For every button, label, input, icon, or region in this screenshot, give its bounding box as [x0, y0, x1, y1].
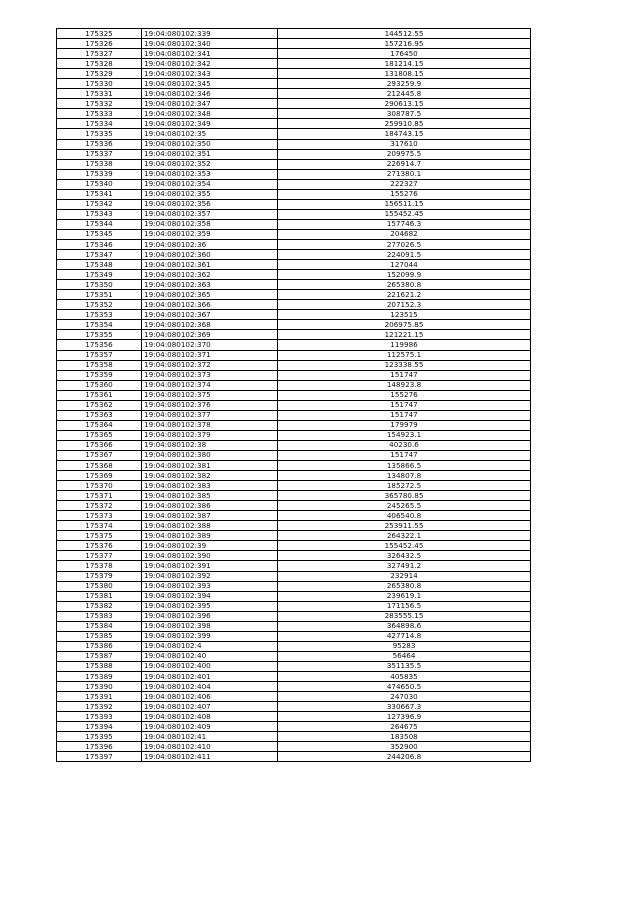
cadastral-number-cell: 19:04:080102:4 [142, 641, 278, 651]
cadastral-number-cell: 19:04:080102:352 [142, 159, 278, 169]
table-row [57, 551, 531, 561]
value-cell: 123338.55 [278, 360, 531, 370]
table-row [57, 461, 531, 471]
table-row [57, 280, 531, 290]
cadastral-number-cell: 19:04:080102:369 [142, 330, 278, 340]
value-cell: 406540.8 [278, 511, 531, 521]
value-cell: 239619.1 [278, 591, 531, 601]
cadastral-number-cell: 19:04:080102:339 [142, 29, 278, 39]
table-row [57, 99, 531, 109]
cadastral-number-cell: 19:04:080102:359 [142, 229, 278, 239]
row-number-cell: 175389 [57, 672, 142, 682]
cadastral-number-cell: 19:04:080102:373 [142, 370, 278, 380]
row-number-cell: 175391 [57, 692, 142, 702]
table-row [57, 571, 531, 581]
value-cell: 232914 [278, 571, 531, 581]
cadastral-number-cell: 19:04:080102:35 [142, 129, 278, 139]
cadastral-number-cell: 19:04:080102:392 [142, 571, 278, 581]
value-cell: 156511.15 [278, 199, 531, 209]
value-cell: 264322.1 [278, 531, 531, 541]
table-row [57, 270, 531, 280]
row-number-cell: 175387 [57, 651, 142, 661]
value-cell: 206975.85 [278, 320, 531, 330]
table-row [57, 400, 531, 410]
cadastral-number-cell: 19:04:080102:396 [142, 611, 278, 621]
row-number-cell: 175368 [57, 461, 142, 471]
cadastral-number-cell: 19:04:080102:361 [142, 260, 278, 270]
table-row [57, 410, 531, 420]
value-cell: 326432.5 [278, 551, 531, 561]
row-number-cell: 175349 [57, 270, 142, 280]
value-cell: 154923.1 [278, 430, 531, 440]
cadastral-number-cell: 19:04:080102:350 [142, 139, 278, 149]
cadastral-number-cell: 19:04:080102:41 [142, 732, 278, 742]
cadastral-number-cell: 19:04:080102:377 [142, 410, 278, 420]
value-cell: 264675 [278, 722, 531, 732]
value-cell: 330667.3 [278, 702, 531, 712]
value-cell: 155452.45 [278, 541, 531, 551]
row-number-cell: 175357 [57, 350, 142, 360]
cadastral-number-cell: 19:04:080102:391 [142, 561, 278, 571]
row-number-cell: 175383 [57, 611, 142, 621]
value-cell: 179979 [278, 420, 531, 430]
row-number-cell: 175384 [57, 621, 142, 631]
table-row [57, 430, 531, 440]
row-number-cell: 175378 [57, 561, 142, 571]
table-row [57, 310, 531, 320]
cadastral-number-cell: 19:04:080102:349 [142, 119, 278, 129]
table-row [57, 49, 531, 59]
row-number-cell: 175348 [57, 260, 142, 270]
row-number-cell: 175386 [57, 641, 142, 651]
table-row [57, 159, 531, 169]
cadastral-number-cell: 19:04:080102:346 [142, 89, 278, 99]
cadastral-number-cell: 19:04:080102:408 [142, 712, 278, 722]
value-cell: 247030 [278, 692, 531, 702]
table-row [57, 320, 531, 330]
row-number-cell: 175326 [57, 39, 142, 49]
cadastral-number-cell: 19:04:080102:407 [142, 702, 278, 712]
row-number-cell: 175379 [57, 571, 142, 581]
row-number-cell: 175365 [57, 430, 142, 440]
cadastral-number-cell: 19:04:080102:368 [142, 320, 278, 330]
cadastral-number-cell: 19:04:080102:401 [142, 672, 278, 682]
row-number-cell: 175360 [57, 380, 142, 390]
value-cell: 157216.95 [278, 39, 531, 49]
table-row [57, 491, 531, 501]
table-row [57, 59, 531, 69]
value-cell: 283555.15 [278, 611, 531, 621]
cadastral-number-cell: 19:04:080102:355 [142, 189, 278, 199]
cadastral-number-cell: 19:04:080102:348 [142, 109, 278, 119]
cadastral-number-cell: 19:04:080102:360 [142, 250, 278, 260]
value-cell: 185272.5 [278, 481, 531, 491]
table-row [57, 631, 531, 641]
row-number-cell: 175356 [57, 340, 142, 350]
row-number-cell: 175390 [57, 682, 142, 692]
table-row [57, 651, 531, 661]
value-cell: 351135.5 [278, 661, 531, 671]
value-cell: 253911.55 [278, 521, 531, 531]
table-row [57, 300, 531, 310]
cadastral-number-cell: 19:04:080102:399 [142, 631, 278, 641]
cadastral-number-cell: 19:04:080102:371 [142, 350, 278, 360]
table-row [57, 611, 531, 621]
cadastral-number-cell: 19:04:080102:389 [142, 531, 278, 541]
value-cell: 265380.8 [278, 280, 531, 290]
table-row [57, 501, 531, 511]
row-number-cell: 175343 [57, 209, 142, 219]
row-number-cell: 175333 [57, 109, 142, 119]
value-cell: 171156.5 [278, 601, 531, 611]
row-number-cell: 175347 [57, 250, 142, 260]
cadastral-number-cell: 19:04:080102:38 [142, 440, 278, 450]
cadastral-number-cell: 19:04:080102:374 [142, 380, 278, 390]
cadastral-number-cell: 19:04:080102:372 [142, 360, 278, 370]
cadastral-number-cell: 19:04:080102:390 [142, 551, 278, 561]
cadastral-number-cell: 19:04:080102:366 [142, 300, 278, 310]
row-number-cell: 175362 [57, 400, 142, 410]
value-cell: 155276 [278, 390, 531, 400]
cadastral-number-cell: 19:04:080102:387 [142, 511, 278, 521]
value-cell: 308787.5 [278, 109, 531, 119]
cadastral-number-cell: 19:04:080102:385 [142, 491, 278, 501]
value-cell: 148923.8 [278, 380, 531, 390]
cadastral-number-cell: 19:04:080102:347 [142, 99, 278, 109]
value-cell: 131808.15 [278, 69, 531, 79]
row-number-cell: 175335 [57, 129, 142, 139]
table-row [57, 712, 531, 722]
table-row [57, 239, 531, 249]
value-cell: 207152.3 [278, 300, 531, 310]
row-number-cell: 175345 [57, 229, 142, 239]
value-cell: 265380.8 [278, 581, 531, 591]
table-row [57, 370, 531, 380]
cadastral-number-cell: 19:04:080102:404 [142, 682, 278, 692]
cadastral-number-cell: 19:04:080102:395 [142, 601, 278, 611]
row-number-cell: 175376 [57, 541, 142, 551]
value-cell: 226914.7 [278, 159, 531, 169]
table-row [57, 390, 531, 400]
table-row [57, 742, 531, 752]
value-cell: 212445.8 [278, 89, 531, 99]
table-body [57, 29, 531, 762]
cadastral-number-cell: 19:04:080102:351 [142, 149, 278, 159]
row-number-cell: 175397 [57, 752, 142, 762]
value-cell: 204682 [278, 229, 531, 239]
table-row [57, 621, 531, 631]
table-row [57, 29, 531, 39]
value-cell: 184743.15 [278, 129, 531, 139]
row-number-cell: 175372 [57, 501, 142, 511]
cadastral-number-cell: 19:04:080102:383 [142, 481, 278, 491]
row-number-cell: 175346 [57, 239, 142, 249]
table-row [57, 601, 531, 611]
table-row [57, 199, 531, 209]
value-cell: 365780.85 [278, 491, 531, 501]
value-cell: 427714.8 [278, 631, 531, 641]
cadastral-number-cell: 19:04:080102:379 [142, 430, 278, 440]
row-number-cell: 175352 [57, 300, 142, 310]
row-number-cell: 175367 [57, 450, 142, 460]
value-cell: 293259.9 [278, 79, 531, 89]
row-number-cell: 175388 [57, 661, 142, 671]
cadastral-number-cell: 19:04:080102:367 [142, 310, 278, 320]
row-number-cell: 175332 [57, 99, 142, 109]
value-cell: 123515 [278, 310, 531, 320]
row-number-cell: 175369 [57, 471, 142, 481]
row-number-cell: 175392 [57, 702, 142, 712]
table-row [57, 581, 531, 591]
row-number-cell: 175358 [57, 360, 142, 370]
table-row [57, 511, 531, 521]
table-row [57, 380, 531, 390]
table-row [57, 420, 531, 430]
value-cell: 151747 [278, 400, 531, 410]
row-number-cell: 175327 [57, 49, 142, 59]
cadastral-number-cell: 19:04:080102:406 [142, 692, 278, 702]
table-row [57, 250, 531, 260]
table-row [57, 661, 531, 671]
row-number-cell: 175373 [57, 511, 142, 521]
cadastral-number-cell: 19:04:080102:357 [142, 209, 278, 219]
cadastral-number-cell: 19:04:080102:398 [142, 621, 278, 631]
cadastral-number-cell: 19:04:080102:340 [142, 39, 278, 49]
cadastral-number-cell: 19:04:080102:345 [142, 79, 278, 89]
value-cell: 40230.6 [278, 440, 531, 450]
table-row [57, 702, 531, 712]
value-cell: 157746.3 [278, 219, 531, 229]
value-cell: 290613.15 [278, 99, 531, 109]
row-number-cell: 175374 [57, 521, 142, 531]
value-cell: 224091.5 [278, 250, 531, 260]
row-number-cell: 175330 [57, 79, 142, 89]
value-cell: 121221.15 [278, 330, 531, 340]
table-row [57, 561, 531, 571]
table-row [57, 69, 531, 79]
cadastral-number-cell: 19:04:080102:362 [142, 270, 278, 280]
value-cell: 119986 [278, 340, 531, 350]
table-row [57, 169, 531, 179]
table-row [57, 149, 531, 159]
table-row [57, 179, 531, 189]
row-number-cell: 175371 [57, 491, 142, 501]
value-cell: 327491.2 [278, 561, 531, 571]
table-row [57, 481, 531, 491]
cadastral-number-cell: 19:04:080102:400 [142, 661, 278, 671]
row-number-cell: 175354 [57, 320, 142, 330]
cadastral-number-cell: 19:04:080102:342 [142, 59, 278, 69]
table-row [57, 89, 531, 99]
row-number-cell: 175366 [57, 440, 142, 450]
row-number-cell: 175382 [57, 601, 142, 611]
table-row [57, 209, 531, 219]
value-cell: 112575.1 [278, 350, 531, 360]
value-cell: 176450 [278, 49, 531, 59]
cadastral-number-cell: 19:04:080102:388 [142, 521, 278, 531]
data-table [56, 28, 531, 762]
value-cell: 144512.55 [278, 29, 531, 39]
cadastral-number-cell: 19:04:080102:40 [142, 651, 278, 661]
table-row [57, 641, 531, 651]
cadastral-number-cell: 19:04:080102:370 [142, 340, 278, 350]
value-cell: 474650.5 [278, 682, 531, 692]
cadastral-number-cell: 19:04:080102:386 [142, 501, 278, 511]
row-number-cell: 175375 [57, 531, 142, 541]
table-row [57, 290, 531, 300]
value-cell: 127396.9 [278, 712, 531, 722]
value-cell: 271380.1 [278, 169, 531, 179]
table-row [57, 521, 531, 531]
table-row [57, 360, 531, 370]
value-cell: 405835 [278, 672, 531, 682]
table-row [57, 119, 531, 129]
table-row [57, 340, 531, 350]
cadastral-number-cell: 19:04:080102:39 [142, 541, 278, 551]
value-cell: 317610 [278, 139, 531, 149]
row-number-cell: 175393 [57, 712, 142, 722]
row-number-cell: 175340 [57, 179, 142, 189]
value-cell: 56464 [278, 651, 531, 661]
table-row [57, 531, 531, 541]
table-row [57, 229, 531, 239]
value-cell: 222327 [278, 179, 531, 189]
value-cell: 277026.5 [278, 239, 531, 249]
row-number-cell: 175380 [57, 581, 142, 591]
cadastral-number-cell: 19:04:080102:394 [142, 591, 278, 601]
table-row [57, 129, 531, 139]
row-number-cell: 175361 [57, 390, 142, 400]
cadastral-number-cell: 19:04:080102:410 [142, 742, 278, 752]
value-cell: 244206.8 [278, 752, 531, 762]
row-number-cell: 175363 [57, 410, 142, 420]
cadastral-number-cell: 19:04:080102:363 [142, 280, 278, 290]
cadastral-number-cell: 19:04:080102:376 [142, 400, 278, 410]
value-cell: 352900 [278, 742, 531, 752]
row-number-cell: 175334 [57, 119, 142, 129]
value-cell: 151747 [278, 410, 531, 420]
cadastral-number-cell: 19:04:080102:353 [142, 169, 278, 179]
row-number-cell: 175359 [57, 370, 142, 380]
row-number-cell: 175385 [57, 631, 142, 641]
row-number-cell: 175342 [57, 199, 142, 209]
value-cell: 151747 [278, 450, 531, 460]
cadastral-number-cell: 19:04:080102:381 [142, 461, 278, 471]
cadastral-number-cell: 19:04:080102:356 [142, 199, 278, 209]
row-number-cell: 175394 [57, 722, 142, 732]
row-number-cell: 175350 [57, 280, 142, 290]
row-number-cell: 175351 [57, 290, 142, 300]
table-row [57, 189, 531, 199]
row-number-cell: 175336 [57, 139, 142, 149]
table-row [57, 219, 531, 229]
cadastral-number-cell: 19:04:080102:36 [142, 239, 278, 249]
table-row [57, 692, 531, 702]
value-cell: 95283 [278, 641, 531, 651]
value-cell: 221621.2 [278, 290, 531, 300]
cadastral-number-cell: 19:04:080102:378 [142, 420, 278, 430]
table-row [57, 450, 531, 460]
cadastral-number-cell: 19:04:080102:343 [142, 69, 278, 79]
table-row [57, 79, 531, 89]
cadastral-number-cell: 19:04:080102:393 [142, 581, 278, 591]
table-row [57, 39, 531, 49]
value-cell: 151747 [278, 370, 531, 380]
table-row [57, 109, 531, 119]
row-number-cell: 175339 [57, 169, 142, 179]
row-number-cell: 175364 [57, 420, 142, 430]
value-cell: 135866.5 [278, 461, 531, 471]
cadastral-number-cell: 19:04:080102:354 [142, 179, 278, 189]
table-row [57, 541, 531, 551]
row-number-cell: 175331 [57, 89, 142, 99]
row-number-cell: 175337 [57, 149, 142, 159]
value-cell: 127044 [278, 260, 531, 270]
table-row [57, 732, 531, 742]
row-number-cell: 175353 [57, 310, 142, 320]
row-number-cell: 175344 [57, 219, 142, 229]
cadastral-number-cell: 19:04:080102:382 [142, 471, 278, 481]
row-number-cell: 175325 [57, 29, 142, 39]
table-row [57, 330, 531, 340]
row-number-cell: 175377 [57, 551, 142, 561]
table-row [57, 260, 531, 270]
table-row [57, 440, 531, 450]
row-number-cell: 175328 [57, 59, 142, 69]
row-number-cell: 175381 [57, 591, 142, 601]
value-cell: 183508 [278, 732, 531, 742]
cadastral-number-cell: 19:04:080102:341 [142, 49, 278, 59]
table-row [57, 752, 531, 762]
table-row [57, 672, 531, 682]
value-cell: 364898.6 [278, 621, 531, 631]
row-number-cell: 175338 [57, 159, 142, 169]
cadastral-number-cell: 19:04:080102:380 [142, 450, 278, 460]
row-number-cell: 175329 [57, 69, 142, 79]
value-cell: 155276 [278, 189, 531, 199]
row-number-cell: 175341 [57, 189, 142, 199]
cadastral-number-cell: 19:04:080102:375 [142, 390, 278, 400]
value-cell: 134807.8 [278, 471, 531, 481]
value-cell: 155452.45 [278, 209, 531, 219]
value-cell: 181214.15 [278, 59, 531, 69]
cadastral-number-cell: 19:04:080102:365 [142, 290, 278, 300]
value-cell: 152099.9 [278, 270, 531, 280]
table-row [57, 682, 531, 692]
row-number-cell: 175395 [57, 732, 142, 742]
cadastral-number-cell: 19:04:080102:411 [142, 752, 278, 762]
value-cell: 245265.5 [278, 501, 531, 511]
cadastral-number-cell: 19:04:080102:358 [142, 219, 278, 229]
table-row [57, 722, 531, 732]
table-row [57, 139, 531, 149]
row-number-cell: 175396 [57, 742, 142, 752]
value-cell: 209975.5 [278, 149, 531, 159]
row-number-cell: 175355 [57, 330, 142, 340]
table-row [57, 350, 531, 360]
value-cell: 259910.85 [278, 119, 531, 129]
cadastral-number-cell: 19:04:080102:409 [142, 722, 278, 732]
table-row [57, 591, 531, 601]
table-row [57, 471, 531, 481]
row-number-cell: 175370 [57, 481, 142, 491]
